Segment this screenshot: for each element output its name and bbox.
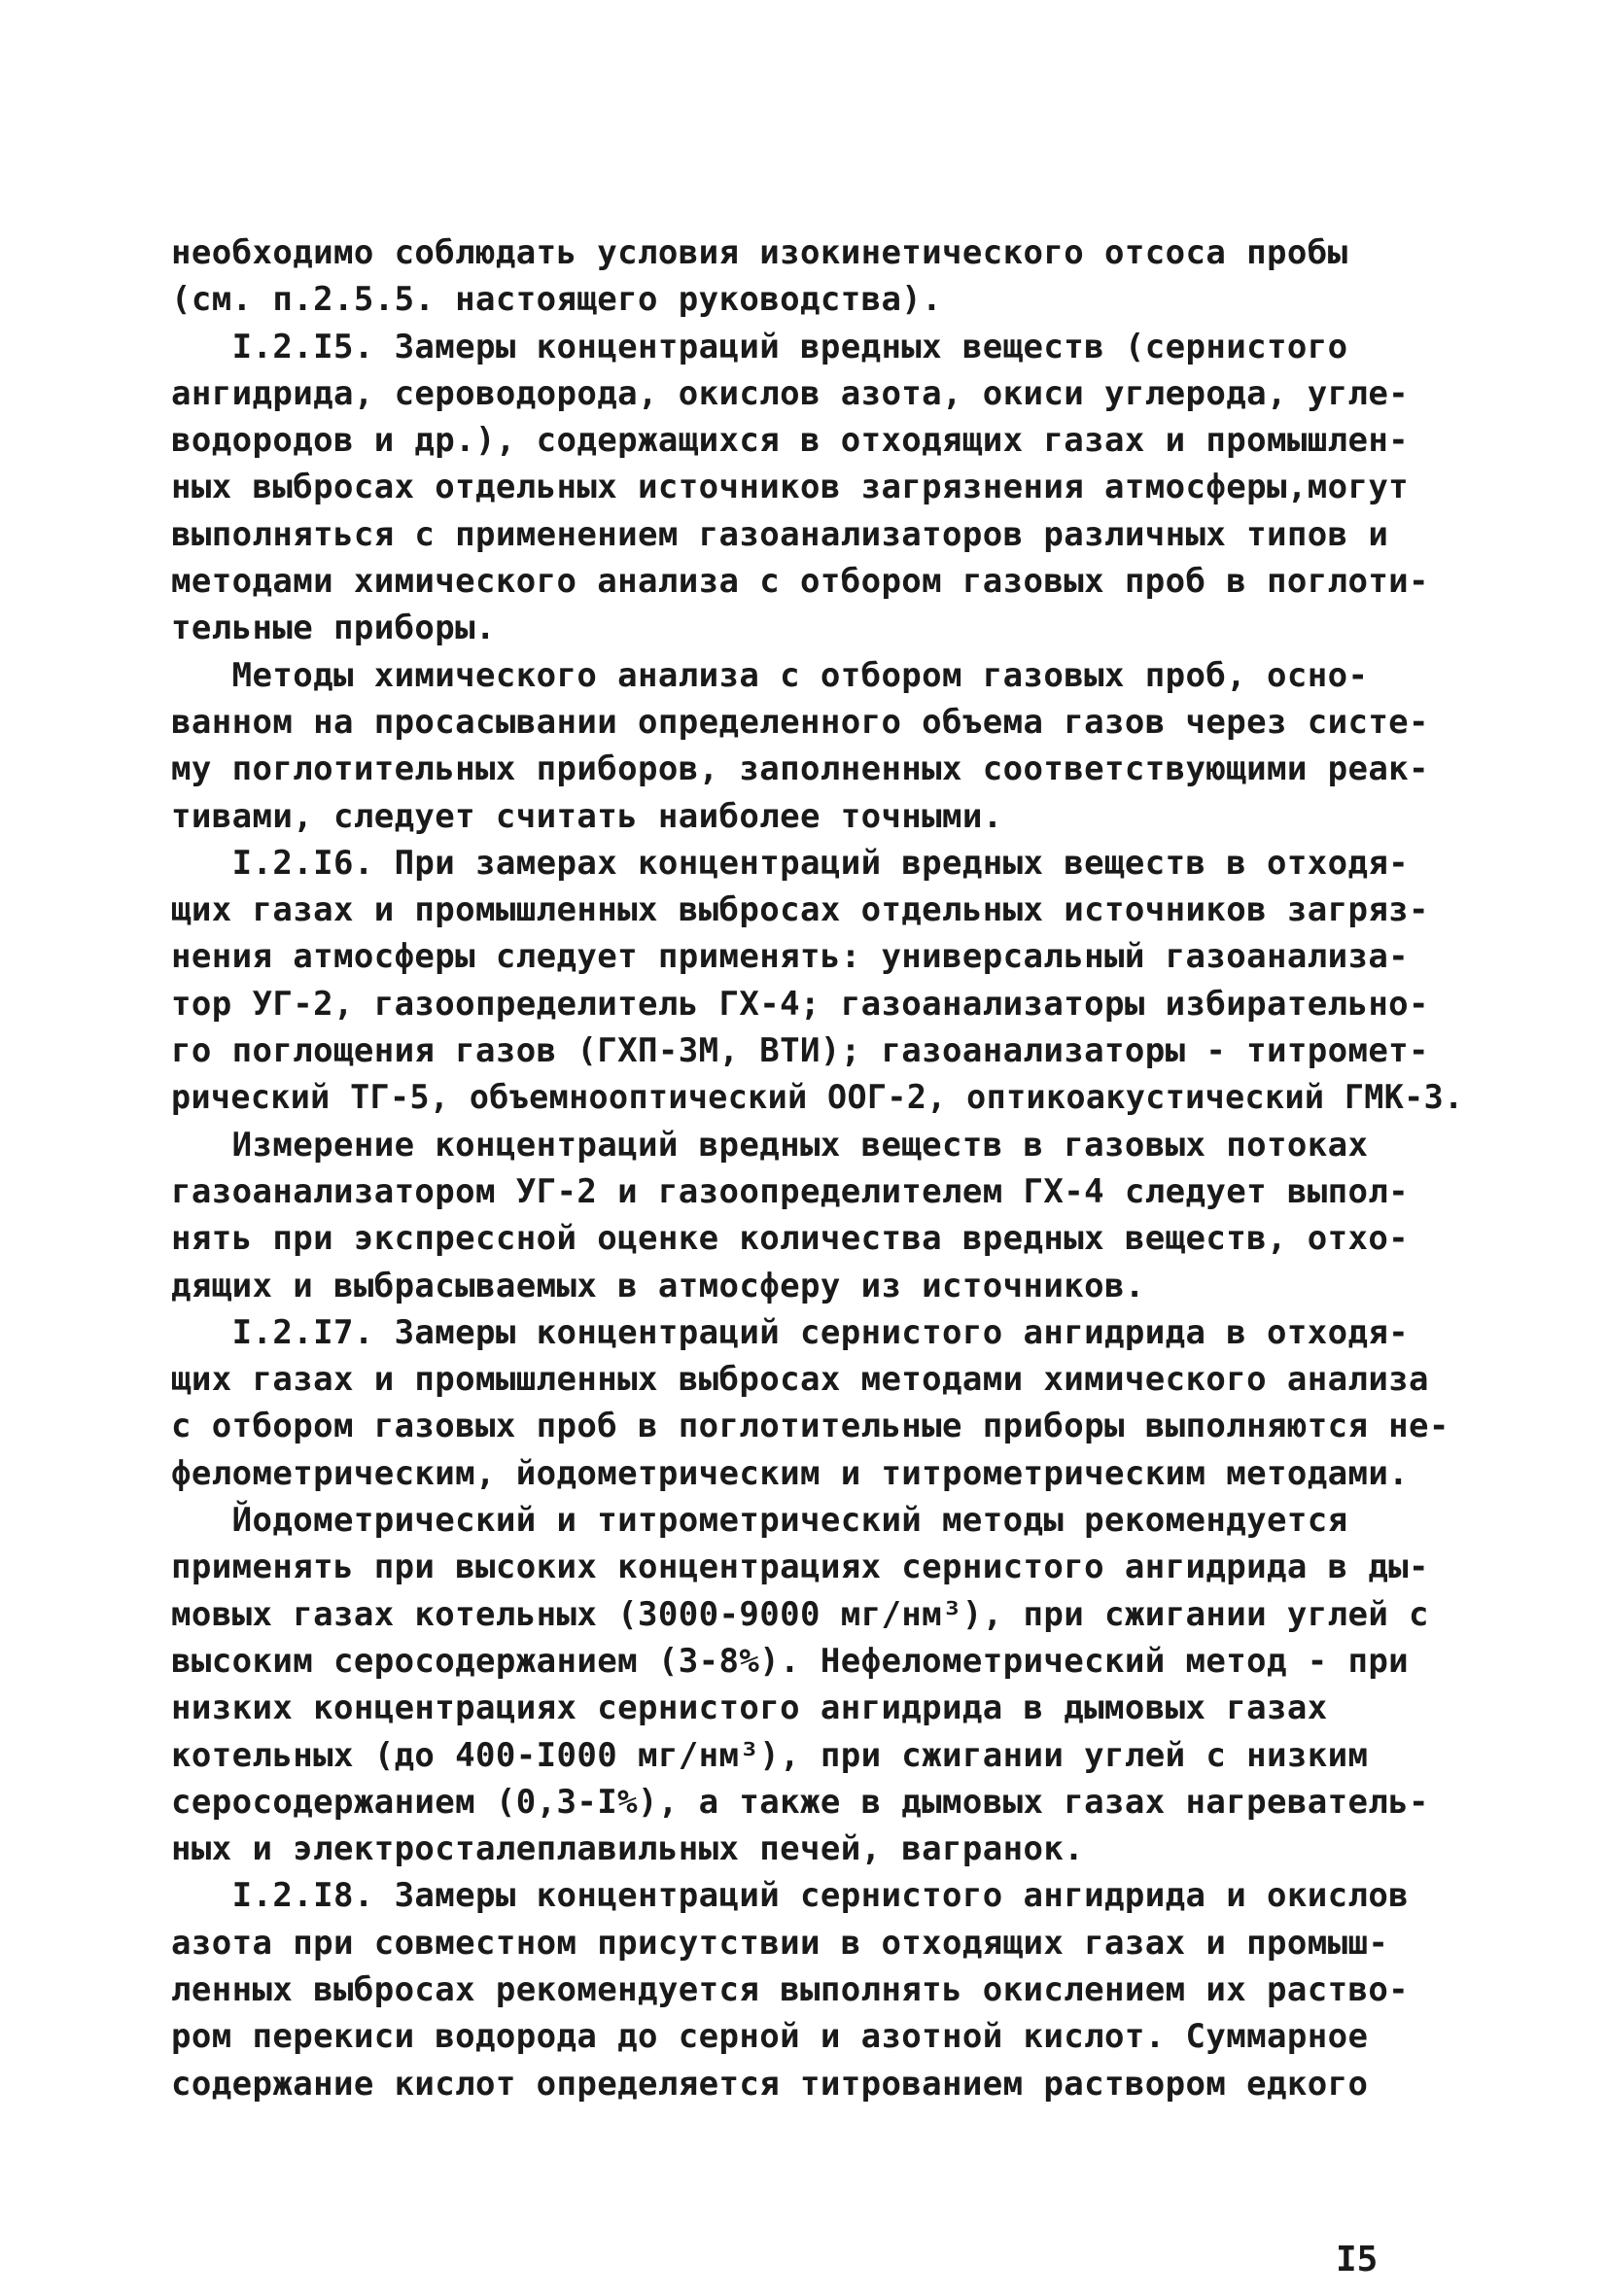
text-line: ванном на просасывании определенного объема газов через систе- <box>171 702 1429 742</box>
text-line: щих газах и промышленных выбросах отдельных источников загряз- <box>171 890 1429 930</box>
text-line: газоанализатором УГ-2 и газоопределителем ГХ-4 следует выпол- <box>171 1171 1410 1211</box>
text-line: с отбором газовых проб в поглотительные приборы выполняются не- <box>171 1407 1450 1446</box>
text-line: котельных (до 400-I000 мг/нм³), при сжигании углей с низким <box>171 1735 1369 1775</box>
text-line: тивами, следует считать наиболее точными. <box>171 796 1003 836</box>
text-line: I.2.I7. Замеры концентраций сернистого ангидрида в отходя- <box>171 1312 1410 1352</box>
text-line: применять при высоких концентрациях сернистого ангидрида в ды- <box>171 1548 1429 1587</box>
text-line: Измерение концентраций вредных веществ в газовых потоках <box>171 1125 1369 1165</box>
text-line: I.2.I5. Замеры концентраций вредных веществ (сернистого <box>171 327 1348 366</box>
text-line: ленных выбросах рекомендуется выполнять окислением их раство- <box>171 1969 1410 2009</box>
text-line: го поглощения газов (ГХП-3М, ВТИ); газоанализаторы - титромет- <box>171 1031 1429 1071</box>
text-line: высоким серосодержанием (3-8%). Нефелометрический метод - при <box>171 1641 1410 1681</box>
text-line: нять при экспрессной оценке количества вредных веществ, отхо- <box>171 1219 1410 1259</box>
text-line: I.2.I6. При замерах концентраций вредных веществ в отходя- <box>171 843 1410 883</box>
page-number: I5 <box>1336 2240 1379 2279</box>
text-line: Методы химического анализа с отбором газовых проб, осно- <box>171 655 1369 695</box>
text-line: му поглотительных приборов, заполненных соответствующими реак- <box>171 749 1429 789</box>
text-line: дящих и выбрасываемых в атмосферу из источников. <box>171 1266 1145 1305</box>
text-line: азота при совместном присутствии в отходящих газах и промыш- <box>171 1923 1389 1963</box>
text-line: ром перекиси водорода до серной и азотной кислот. Суммарное <box>171 2017 1369 2057</box>
text-line: ангидрида, сероводорода, окислов азота, окиси углерода, угле- <box>171 373 1410 413</box>
text-line: водородов и др.), содержащихся в отходящих газах и промышлен- <box>171 421 1410 461</box>
text-line: ных выбросах отдельных источников загрязнения атмосферы,могут <box>171 468 1410 507</box>
text-line: содержание кислот определяется титрованием раствором едкого <box>171 2064 1369 2104</box>
text-line: фелометрическим, йодометрическим и титрометрическим методами. <box>171 1453 1410 1493</box>
text-line: тор УГ-2, газоопределитель ГХ-4; газоанализаторы избирательно- <box>171 984 1429 1024</box>
text-line: серосодержанием (0,3-I%), а также в дымовых газах нагреватель- <box>171 1782 1429 1822</box>
text-line: (см. п.2.5.5. настоящего руководства). <box>171 280 943 320</box>
text-line: ных и электросталеплавильных печей, вагранок. <box>171 1829 1085 1869</box>
text-line: I.2.I8. Замеры концентраций сернистого ангидрида и окислов <box>171 1876 1410 1916</box>
text-line: выполняться с применением газоанализаторов различных типов и <box>171 514 1389 554</box>
text-line: рический ТГ-5, объемнооптический ООГ-2, оптикоакустический ГМК-3. <box>171 1078 1464 1118</box>
text-line: тельные приборы. <box>171 609 496 648</box>
body-text <box>171 229 1464 2107</box>
text-line: нения атмосферы следует применять: универсальный газоанализа- <box>171 937 1410 977</box>
text-line: необходимо соблюдать условия изокинетического отсоса пробы <box>171 233 1348 272</box>
text-line: методами химического анализа с отбором газовых проб в поглоти- <box>171 562 1429 602</box>
text-line: мовых газах котельных (3000-9000 мг/нм³), при сжигании углей с <box>171 1594 1429 1634</box>
text-line: низких концентрациях сернистого ангидрида в дымовых газах <box>171 1688 1328 1728</box>
text-line: щих газах и промышленных выбросах методами химического анализа <box>171 1360 1429 1400</box>
text-line: Йодометрический и титрометрический методы рекомендуется <box>171 1501 1348 1541</box>
